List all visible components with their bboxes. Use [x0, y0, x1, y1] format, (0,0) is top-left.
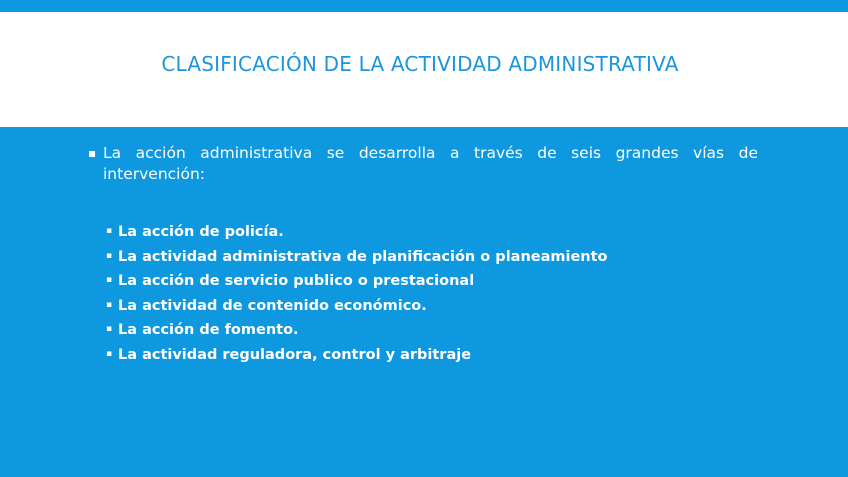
- list-item-text: La actividad reguladora, control y arbitraje: [118, 346, 472, 363]
- bullet-icon: ▪: [106, 348, 113, 359]
- main-bullet: [88, 143, 758, 185]
- slide-title: CLASIFICACIÓN DE LA ACTIVIDAD ADMINISTRATIVA: [161, 52, 679, 76]
- list-item-text: La acción de servicio publico o prestacional: [118, 273, 475, 290]
- list-item-text: La acción de fomento.: [118, 322, 299, 339]
- list-item: [106, 245, 608, 270]
- slide-body: [0, 127, 848, 477]
- list-item-text: La actividad de contenido económico.: [118, 297, 427, 314]
- bullet-icon: ▪: [88, 146, 97, 160]
- list-item-text: La acción de policía.: [118, 224, 284, 240]
- bullet-icon: ▪: [106, 275, 113, 286]
- list-item-text: La actividad administrativa de planificación o planeamiento: [118, 248, 608, 265]
- sub-bullet-list: [106, 220, 608, 368]
- title-band: [0, 12, 848, 127]
- top-accent-band: [0, 0, 848, 12]
- list-item: [106, 269, 608, 294]
- bullet-icon: ▪: [106, 299, 113, 310]
- list-item: [106, 343, 608, 368]
- bullet-icon: ▪: [106, 250, 113, 261]
- list-item: [106, 294, 608, 319]
- bullet-icon: ▪: [106, 226, 113, 236]
- list-item: [106, 220, 608, 245]
- bullet-icon: ▪: [106, 324, 113, 335]
- main-bullet-text: La acción administrativa se desarrolla a través de seis grandes vías de intervención:: [103, 144, 758, 183]
- list-item: [106, 318, 608, 343]
